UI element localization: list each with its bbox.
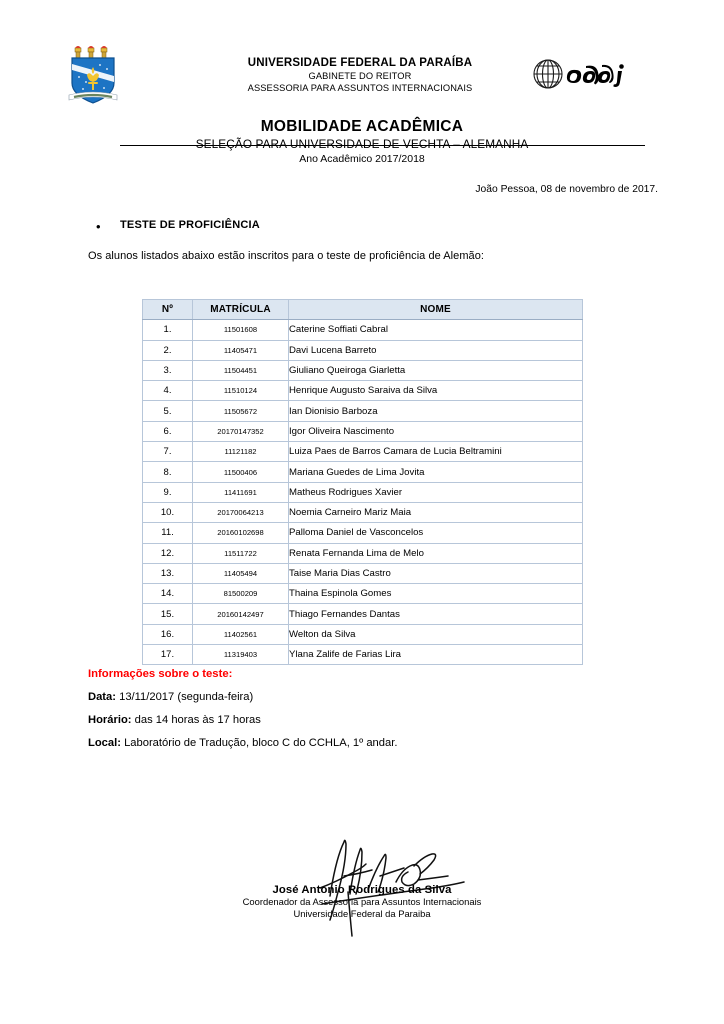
info-value-place: Laboratório de Tradução, bloco C do CCHLA, 1º andar. [124, 737, 398, 749]
cell-matricula: 11511722 [193, 543, 289, 563]
cell-nome: Mariana Guedes de Lima Jovita [289, 462, 583, 482]
column-header-nome: NOME [289, 300, 583, 320]
cell-nome: Igor Oliveira Nascimento [289, 421, 583, 441]
table-row [143, 340, 583, 360]
cell-numero: 1. [143, 320, 193, 340]
cell-nome: Davi Lucena Barreto [289, 340, 583, 360]
cell-nome: Caterine Soffiati Cabral [289, 320, 583, 340]
table-row [143, 482, 583, 502]
document-subtitle: SELEÇÃO PARA UNIVERSIDADE DE VECHTA – ALEMANHA [195, 137, 529, 151]
academic-year: Ano Acadêmico 2017/2018 [299, 153, 425, 165]
table-row [143, 421, 583, 441]
info-line-place [88, 737, 608, 749]
table-row [143, 604, 583, 624]
test-info-section [88, 668, 608, 760]
table-row [143, 320, 583, 340]
cell-numero: 8. [143, 462, 193, 482]
office-name: GABINETE DO REITOR [308, 71, 412, 81]
signer-name: José Antonio Rodrigues da Silva [272, 884, 452, 896]
globe-icon [534, 60, 562, 88]
cell-matricula: 11121182 [193, 442, 289, 462]
cell-nome: Ylana Zalife de Farias Lira [289, 645, 583, 665]
column-header-numero: Nº [143, 300, 193, 320]
table-row [143, 584, 583, 604]
signer-role: Coordenador da Assessoria para Assuntos Internacionais [242, 896, 482, 907]
table-row [143, 360, 583, 380]
table-row [143, 543, 583, 563]
cell-numero: 17. [143, 645, 193, 665]
info-label-date: Data: [88, 691, 116, 703]
intro-paragraph: Os alunos listados abaixo estão inscritos para o teste de proficiência de Alemão: [88, 250, 484, 262]
cell-numero: 7. [143, 442, 193, 462]
cell-nome: Noemia Carneiro Mariz Maia [289, 502, 583, 522]
cell-nome: Thaina Espinola Gomes [289, 584, 583, 604]
table-row [143, 563, 583, 583]
info-line-time [88, 714, 608, 726]
cell-nome: Palloma Daniel de Vasconcelos [289, 523, 583, 543]
cell-matricula: 11405494 [193, 563, 289, 583]
info-label-place: Local: [88, 737, 121, 749]
cell-numero: 5. [143, 401, 193, 421]
document-header [0, 44, 724, 106]
cell-numero: 10. [143, 502, 193, 522]
column-header-matricula: MATRÍCULA [193, 300, 289, 320]
info-heading: Informações sobre o teste: [88, 668, 233, 680]
signer-institution: Universidade Federal da Paraiba [293, 908, 431, 919]
cell-nome: Ian Dionisio Barboza [289, 401, 583, 421]
table-row [143, 462, 583, 482]
cell-numero: 13. [143, 563, 193, 583]
aai-logo [528, 54, 638, 94]
cell-numero: 14. [143, 584, 193, 604]
cell-matricula: 11405471 [193, 340, 289, 360]
students-table-container [142, 299, 582, 665]
document-title: MOBILIDADE ACADÊMICA [260, 118, 464, 135]
signature-block [0, 836, 724, 920]
cell-nome: Thiago Fernandes Dantas [289, 604, 583, 624]
info-value-date: 13/11/2017 (segunda-feira) [119, 691, 254, 703]
cell-matricula: 11501608 [193, 320, 289, 340]
cell-matricula: 20170147352 [193, 421, 289, 441]
cell-nome: Giuliano Queiroga Giarletta [289, 360, 583, 380]
cell-numero: 15. [143, 604, 193, 624]
cell-numero: 9. [143, 482, 193, 502]
cell-matricula: 11319403 [193, 645, 289, 665]
cell-matricula: 11510124 [193, 381, 289, 401]
cell-numero: 16. [143, 624, 193, 644]
table-row [143, 624, 583, 644]
cell-numero: 3. [143, 360, 193, 380]
cell-nome: Matheus Rodrigues Xavier [289, 482, 583, 502]
students-table [142, 299, 583, 665]
table-row [143, 502, 583, 522]
title-block [0, 117, 724, 166]
place-and-date: João Pessoa, 08 de novembro de 2017. [475, 184, 658, 195]
cell-matricula: 20160142497 [193, 604, 289, 624]
cell-nome: Renata Fernanda Lima de Melo [289, 543, 583, 563]
students-table-body [143, 320, 583, 665]
cell-numero: 11. [143, 523, 193, 543]
table-row [143, 645, 583, 665]
cell-matricula: 20170064213 [193, 502, 289, 522]
cell-nome: Taise Maria Dias Castro [289, 563, 583, 583]
cell-numero: 12. [143, 543, 193, 563]
cell-matricula: 11505672 [193, 401, 289, 421]
cell-matricula: 11402561 [193, 624, 289, 644]
cell-nome: Luiza Paes de Barros Camara de Lucia Beltramini [289, 442, 583, 462]
cell-matricula: 81500209 [193, 584, 289, 604]
cell-numero: 6. [143, 421, 193, 441]
table-header-row [143, 300, 583, 320]
info-label-time: Horário: [88, 714, 132, 726]
info-line-date [88, 691, 608, 703]
section-heading-proficiency-test [96, 219, 260, 234]
table-row [143, 442, 583, 462]
department-name: ASSESSORIA PARA ASSUNTOS INTERNACIONAIS [247, 83, 473, 93]
cell-matricula: 11504451 [193, 360, 289, 380]
cell-nome: Henrique Augusto Saraiva da Silva [289, 381, 583, 401]
cell-matricula: 11411691 [193, 482, 289, 502]
info-value-time: das 14 horas às 17 horas [134, 714, 261, 726]
bullet-icon: • [96, 219, 101, 234]
table-row [143, 381, 583, 401]
cell-numero: 2. [143, 340, 193, 360]
institution-heading [150, 56, 570, 94]
cell-matricula: 11500406 [193, 462, 289, 482]
university-name: UNIVERSIDADE FEDERAL DA PARAÍBA [247, 57, 473, 69]
cell-matricula: 20160102698 [193, 523, 289, 543]
table-row [143, 401, 583, 421]
table-row [143, 523, 583, 543]
cell-numero: 4. [143, 381, 193, 401]
cell-nome: Welton da Silva [289, 624, 583, 644]
ufpb-coat-of-arms-icon [66, 45, 120, 107]
section-heading-label: TESTE DE PROFICIÊNCIA [120, 219, 260, 231]
